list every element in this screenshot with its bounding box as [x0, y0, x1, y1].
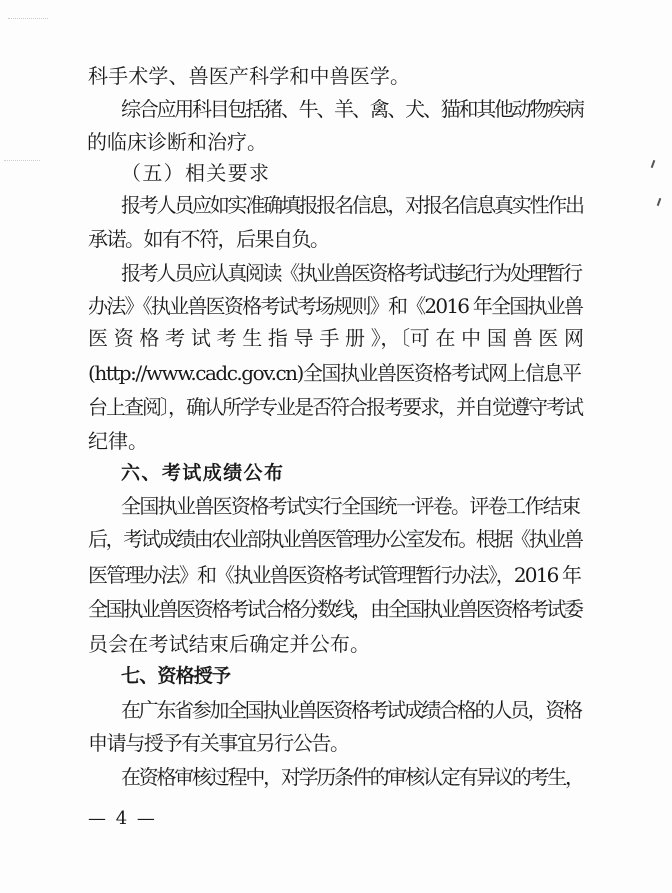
body-text-line: 后，考试成绩由农业部执业兽医管理办公室发布。根据《执业兽: [88, 527, 582, 551]
body-text-line: 的临床诊断和治疗。: [87, 130, 267, 154]
scan-artifact: [651, 160, 656, 168]
body-text-line: 在广东省参加全国执业兽医资格考试成绩合格的人员，资格: [121, 698, 581, 722]
body-text-line: 医管理办法》和《执业兽医资格考试管理暂行办法》，2016 年: [88, 563, 581, 587]
body-text-line: 承诺。如有不符，后果自负。: [88, 227, 329, 251]
body-text-line: 员会在考试结束后确定并公布。: [88, 632, 371, 656]
body-text-line: (http://www.cadc.gov.cn)全国执业兽医资格考试网上信息平: [88, 361, 581, 385]
body-text-line: 全国执业兽医资格考试合格分数线，由全国执业兽医资格考试委: [88, 597, 582, 621]
subsection-heading: （五）相关要求: [121, 161, 271, 185]
body-text-line: 科手术学、兽医产科学和中兽医学。: [88, 64, 411, 88]
body-text-line: 报考人员应认真阅读《执业兽医资格考试违纪行为处理暂行: [121, 261, 581, 285]
scan-artifact: [8, 18, 48, 19]
body-text-line: 全国执业兽医资格考试实行全国统一评卷。评卷工作结束: [121, 494, 580, 518]
body-text-line: 台上查阅〕，确认所学专业是否符合报考要求，并自觉遵守考试: [88, 395, 582, 419]
body-text-line: 医 资 格 考 试 考 生 指 导 手 册 》，〔可 在 中 国 兽 医 网: [88, 326, 584, 350]
page-number: — 4 —: [88, 808, 157, 829]
body-text-line: 办法》《执业兽医资格考试考场规则》和《2016 年全国执业兽: [88, 294, 583, 318]
section-heading: 七、资格授予: [121, 665, 231, 687]
body-text-line: 在资格审核过程中，对学历条件的审核认定有异议的考生，: [121, 765, 583, 789]
body-text-line: 纪律。: [88, 429, 148, 453]
scan-artifact: [657, 198, 662, 206]
body-text-line: 申请与授予有关事宜另行公告。: [88, 731, 349, 755]
body-text-line: 报考人员应如实准确填报报名信息，对报名信息真实性作出: [121, 193, 583, 217]
section-heading: 六、考试成绩公布: [121, 462, 285, 484]
body-text-line: 综合应用科目包括猪、牛、羊、禽、犬、猫和其他动物疾病: [121, 97, 583, 121]
scan-artifact: [4, 160, 40, 161]
